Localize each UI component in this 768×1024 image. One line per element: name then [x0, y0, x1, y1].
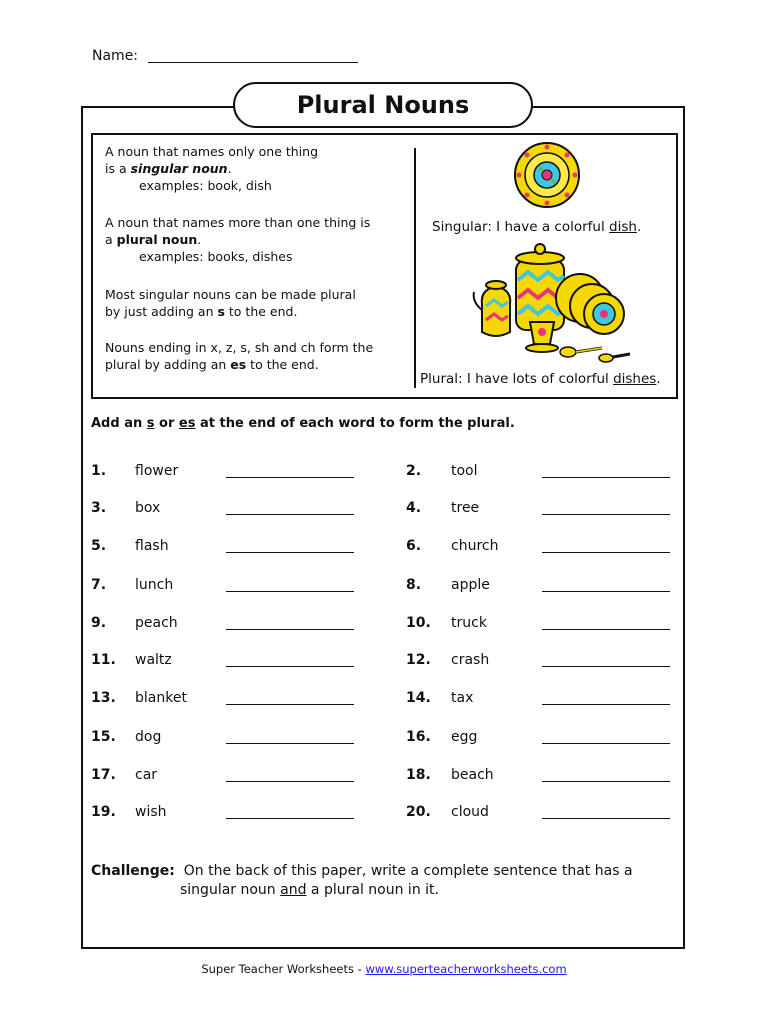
info-paragraph-add-s: Most singular nouns can be made plural by just adding an s to the end. — [105, 287, 356, 319]
item-number: 19. — [91, 804, 116, 820]
item-number: 15. — [91, 729, 116, 745]
item-number: 8. — [406, 577, 422, 593]
item-number: 7. — [91, 577, 107, 593]
answer-line[interactable] — [226, 818, 354, 819]
answer-line[interactable] — [226, 477, 354, 478]
item-word: box — [135, 500, 161, 516]
item-number: 4. — [406, 500, 422, 516]
singular-example: Singular: I have a colorful dish. — [432, 219, 642, 235]
answer-line[interactable] — [542, 514, 670, 515]
dishes-set-illustration — [472, 240, 632, 366]
item-number: 12. — [406, 652, 431, 668]
item-number: 17. — [91, 767, 116, 783]
item-word: truck — [451, 615, 487, 631]
challenge: Challenge: On the back of this paper, write a complete sentence that has a singular noun and a plural noun in it. — [91, 863, 633, 898]
info-divider — [414, 148, 416, 388]
answer-line[interactable] — [542, 552, 670, 553]
answer-line[interactable] — [542, 666, 670, 667]
item-word: cloud — [451, 804, 489, 820]
answer-line[interactable] — [226, 743, 354, 744]
answer-line[interactable] — [542, 477, 670, 478]
answer-line[interactable] — [542, 591, 670, 592]
answer-line[interactable] — [542, 704, 670, 705]
item-number: 13. — [91, 690, 116, 706]
answer-line[interactable] — [226, 591, 354, 592]
item-number: 3. — [91, 500, 107, 516]
item-number: 20. — [406, 804, 431, 820]
answer-line[interactable] — [226, 629, 354, 630]
item-number: 16. — [406, 729, 431, 745]
footer-link[interactable]: www.superteacherworksheets.com — [365, 962, 567, 976]
footer: Super Teacher Worksheets - www.superteacherworksheets.com — [201, 962, 567, 976]
item-word: tool — [451, 463, 478, 479]
item-word: apple — [451, 577, 490, 593]
answer-line[interactable] — [226, 666, 354, 667]
answer-line[interactable] — [542, 629, 670, 630]
item-word: blanket — [135, 690, 187, 706]
item-number: 5. — [91, 538, 107, 554]
single-dish-illustration — [513, 141, 581, 209]
item-word: wish — [135, 804, 167, 820]
item-number: 6. — [406, 538, 422, 554]
item-number: 2. — [406, 463, 422, 479]
answer-line[interactable] — [542, 818, 670, 819]
answer-line[interactable] — [542, 743, 670, 744]
answer-line[interactable] — [542, 781, 670, 782]
item-word: flash — [135, 538, 169, 554]
item-word: tree — [451, 500, 480, 516]
answer-line[interactable] — [226, 781, 354, 782]
item-word: egg — [451, 729, 478, 745]
item-word: church — [451, 538, 499, 554]
item-word: waltz — [135, 652, 172, 668]
item-number: 1. — [91, 463, 107, 479]
item-word: flower — [135, 463, 179, 479]
name-label: Name: — [92, 48, 139, 64]
name-line[interactable] — [148, 62, 358, 63]
answer-line[interactable] — [226, 552, 354, 553]
item-word: crash — [451, 652, 490, 668]
item-word: peach — [135, 615, 178, 631]
answer-line[interactable] — [226, 704, 354, 705]
info-paragraph-plural: A noun that names more than one thing is a plural noun. examples: books, dishes — [105, 215, 371, 264]
item-word: dog — [135, 729, 162, 745]
item-number: 11. — [91, 652, 116, 668]
item-word: beach — [451, 767, 494, 783]
item-word: car — [135, 767, 158, 783]
answer-line[interactable] — [226, 514, 354, 515]
challenge-label: Challenge: — [91, 863, 175, 879]
item-number: 14. — [406, 690, 431, 706]
item-number: 18. — [406, 767, 431, 783]
item-word: tax — [451, 690, 474, 706]
info-paragraph-add-es: Nouns ending in x, z, s, sh and ch form the plural by adding an es to the end. — [105, 340, 374, 372]
item-word: lunch — [135, 577, 174, 593]
page-title: Plural Nouns — [233, 82, 533, 128]
info-paragraph-singular: A noun that names only one thing is a singular noun. examples: book, dish — [105, 144, 319, 193]
plural-example: Plural: I have lots of colorful dishes. — [420, 371, 661, 387]
item-number: 10. — [406, 615, 431, 631]
item-number: 9. — [91, 615, 107, 631]
instructions: Add an s or es at the end of each word to form the plural. — [91, 416, 515, 431]
